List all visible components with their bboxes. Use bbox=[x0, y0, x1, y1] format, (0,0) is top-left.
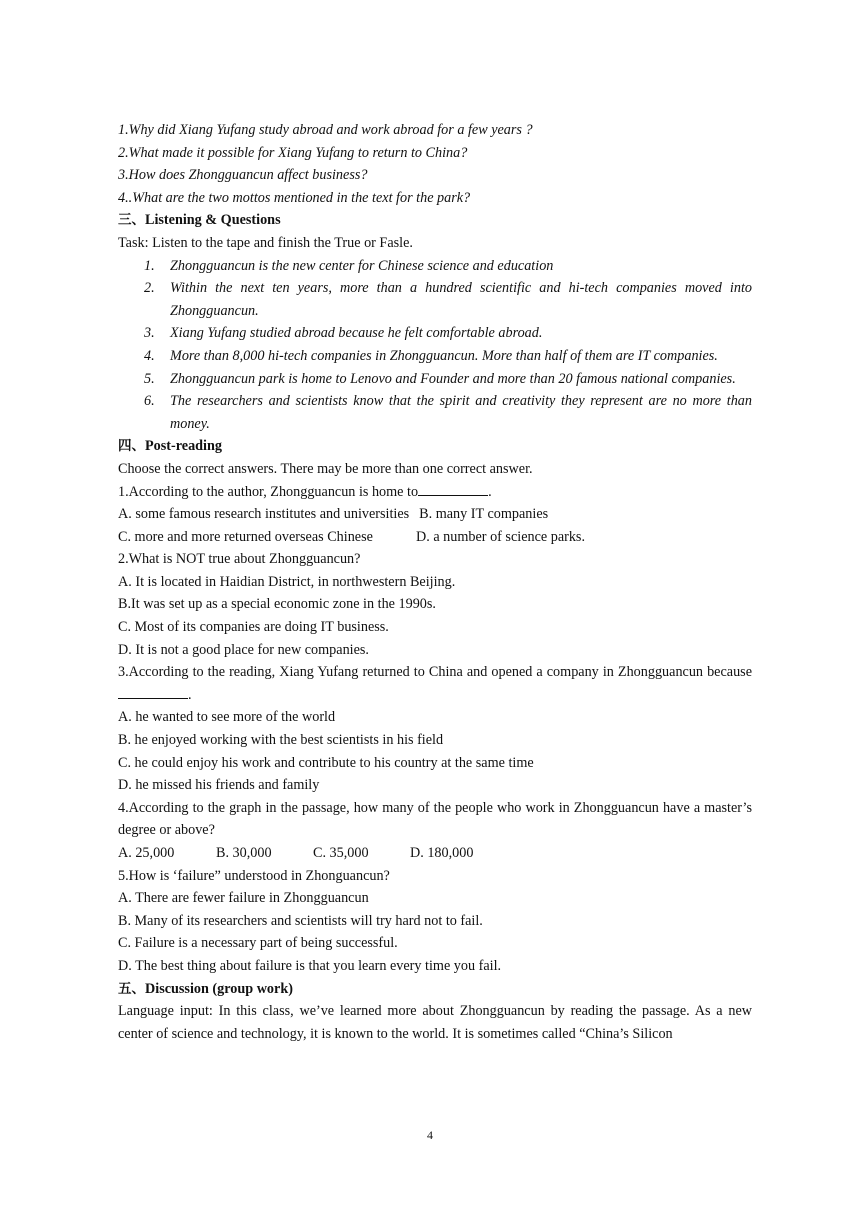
question-1-stem bbox=[118, 481, 752, 504]
question-4-stem: 4.According to the graph in the passage, how many of the people who work in Zhongguancun have a master’s degree or above? bbox=[118, 799, 752, 839]
list-item bbox=[118, 322, 752, 345]
post-reading-instruction: Choose the correct answers. There may be more than one correct answer. bbox=[118, 460, 533, 477]
listening-statement-list bbox=[118, 255, 752, 436]
list-item-number: 1. bbox=[144, 257, 155, 274]
list-item-number: 6. bbox=[144, 393, 155, 410]
option-d: D. a number of science parks. bbox=[416, 528, 586, 545]
question-4-options bbox=[118, 842, 752, 865]
listening-task: Task: Listen to the tape and finish the True or Fasle. bbox=[118, 234, 413, 251]
list-item-number: 5. bbox=[144, 370, 155, 387]
option-a: A. There are fewer failure in Zhongguancun bbox=[118, 890, 369, 907]
option-d: D. he missed his friends and family bbox=[118, 777, 320, 794]
list-item bbox=[118, 368, 752, 391]
page-number: 4 bbox=[427, 1128, 433, 1142]
discussion-heading bbox=[118, 978, 752, 1001]
option-b: B. 30,000 bbox=[216, 845, 272, 861]
option-c: C. more and more returned overseas Chinese bbox=[118, 528, 373, 545]
pre-question-3: 3.How does Zhongguancun affect business? bbox=[118, 167, 368, 184]
option-c: C. Most of its companies are doing IT business. bbox=[118, 619, 389, 636]
listening-heading-num: 三、 bbox=[118, 212, 145, 229]
answer-blank bbox=[118, 684, 188, 699]
option-c: C. Failure is a necessary part of being successful. bbox=[118, 935, 398, 952]
answer-blank bbox=[418, 481, 488, 496]
question-1-options-ab bbox=[118, 503, 752, 526]
option-d: D. The best thing about failure is that you learn every time you fail. bbox=[118, 957, 502, 974]
list-item-text: Within the next ten years, more than a hundred scientific and hi-tech companies moved into Zhongguancun. bbox=[170, 280, 752, 319]
post-reading-heading-num: 四、 bbox=[118, 438, 145, 455]
question-stem-text: 1.According to the author, Zhongguancun is home to bbox=[118, 483, 419, 500]
discussion-heading-num: 五、 bbox=[118, 980, 145, 997]
pre-question-1: 1.Why did Xiang Yufang study abroad and work abroad for a few years ? bbox=[118, 122, 533, 138]
option-b: B. he enjoyed working with the best scientists in his field bbox=[118, 732, 444, 749]
listening-heading-title: Listening & Questions bbox=[145, 212, 281, 229]
question-5-stem: 5.How is ‘failure” understood in Zhonguancun? bbox=[118, 867, 390, 884]
list-item bbox=[118, 345, 752, 368]
option-b: B. many IT companies bbox=[419, 506, 549, 523]
option-a: A. some famous research institutes and universities bbox=[118, 506, 410, 523]
post-reading-heading bbox=[118, 435, 752, 458]
list-item-text: More than 8,000 hi-tech companies in Zhongguancun. More than half of them are IT companies. bbox=[170, 347, 718, 364]
list-item bbox=[118, 277, 752, 322]
option-b: B.It was set up as a special economic zone in the 1990s. bbox=[118, 596, 436, 613]
option-a: A. 25,000 bbox=[118, 845, 175, 861]
list-item-number: 3. bbox=[144, 325, 155, 342]
list-item-number: 4. bbox=[144, 347, 155, 364]
question-1-options-cd bbox=[118, 526, 752, 549]
list-item-text: The researchers and scientists know that the spirit and creativity they represent are no more than money. bbox=[170, 393, 752, 432]
list-item-text: Zhongguancun park is home to Lenovo and Founder and more than 20 famous national companies. bbox=[170, 370, 736, 387]
post-reading-heading-title: Post-reading bbox=[145, 438, 222, 455]
question-stem-end: . bbox=[188, 686, 192, 703]
discussion-heading-title: Discussion (group work) bbox=[145, 980, 293, 997]
list-item-number: 2. bbox=[144, 280, 155, 297]
page-content bbox=[118, 119, 752, 1045]
option-d: D. It is not a good place for new companies. bbox=[118, 641, 369, 658]
option-c: C. he could enjoy his work and contribute to his country at the same time bbox=[118, 754, 534, 771]
listening-heading bbox=[118, 209, 752, 232]
list-item-text: Zhongguancun is the new center for Chinese science and education bbox=[170, 257, 554, 274]
option-a: A. It is located in Haidian District, in northwestern Beijing. bbox=[118, 573, 456, 590]
question-3-stem bbox=[118, 661, 752, 706]
question-stem-end: . bbox=[488, 483, 492, 500]
pre-question-2: 2.What made it possible for Xiang Yufang to return to China? bbox=[118, 144, 468, 161]
option-b: B. Many of its researchers and scientists will try hard not to fail. bbox=[118, 912, 483, 929]
option-c: C. 35,000 bbox=[313, 845, 369, 861]
list-item bbox=[118, 390, 752, 435]
option-d: D. 180,000 bbox=[410, 845, 474, 861]
option-a: A. he wanted to see more of the world bbox=[118, 709, 336, 726]
list-item bbox=[118, 255, 752, 278]
pre-question-4: 4..What are the two mottos mentioned in the text for the park? bbox=[118, 189, 471, 206]
list-item-text: Xiang Yufang studied abroad because he felt comfortable abroad. bbox=[170, 325, 543, 342]
question-stem-text: 3.According to the reading, Xiang Yufang returned to China and opened a company in Zhongguancun because bbox=[118, 664, 752, 681]
question-2-stem: 2.What is NOT true about Zhongguancun? bbox=[118, 551, 361, 568]
discussion-text: Language input: In this class, we’ve learned more about Zhongguancun by reading the passage. As a new center of science and technology, it is known to the world. It is sometimes called “China’s Silicon bbox=[118, 1003, 752, 1042]
